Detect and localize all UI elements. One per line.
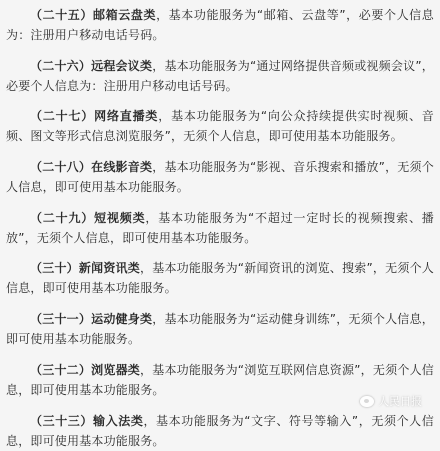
watermark	[360, 393, 422, 409]
clause-category: 邮箱云盘类	[93, 8, 157, 22]
clause-paragraph	[6, 208, 434, 248]
clause-text: ，基本功能服务为“运动健身训练”，无须个人信息，即可使用基本功能服务。	[6, 312, 434, 347]
clause-text: ，基本功能服务为“通过网络提供音频或视频会议”，必要个人信息为：注册用户移动电话号码。	[6, 58, 434, 93]
clause-text: ，基本功能服务为“不超过一定时长的视频搜索、播放”，无须个人信息，即可使用基本功能服务。	[6, 210, 434, 245]
clause-text: ，基本功能服务为“新闻资讯的浏览、搜索”，无须个人信息，即可使用基本功能服务。	[6, 261, 434, 296]
clause-paragraph	[6, 106, 434, 146]
weibo-logo-icon	[360, 396, 374, 407]
clause-category: 运动健身类	[91, 312, 153, 327]
clause-paragraph	[6, 411, 434, 451]
clause-text: ，基本功能服务为“文字、符号等输入”，无须个人信息，即可使用基本功能服务。	[6, 413, 434, 448]
clause-paragraph	[6, 5, 434, 45]
clause-number: （三十二）	[30, 362, 92, 377]
clause-paragraph	[6, 157, 434, 197]
clause-category: 远程会议类	[91, 58, 153, 73]
clause-category: 网络直播类	[94, 109, 159, 124]
clause-number: （二十七）	[30, 109, 95, 124]
clause-paragraph	[6, 56, 434, 96]
clause-category: 短视频类	[94, 210, 146, 225]
clause-number: （二十五）	[30, 8, 94, 22]
clause-text: ，基本功能服务为“浏览互联网信息资源”，无须个人信息，即可使用基本功能服务。	[6, 362, 434, 397]
clause-number: （二十八）	[30, 160, 92, 175]
clause-number: （二十九）	[30, 210, 95, 225]
clause-category: 浏览器类	[91, 362, 141, 377]
clause-category: 新闻资讯类	[78, 261, 141, 276]
clause-category: 输入法类	[93, 413, 144, 428]
clause-text: ，基本功能服务为“影视、音乐搜索和播放”，无须个人信息，即可使用基本功能服务。	[6, 160, 434, 195]
clause-text: ，基本功能服务为“邮箱、云盘等”，必要个人信息为：注册用户移动电话号码。	[6, 8, 434, 42]
clause-category: 在线影音类	[91, 160, 153, 175]
clause-paragraph	[6, 258, 434, 298]
clause-text: ，基本功能服务为“向公众持续提供实时视频、音频、图文等形式信息浏览服务”，无须个人信息，即可使用基本功能服务。	[6, 109, 434, 144]
watermark-text: 人民日报	[378, 395, 422, 408]
clause-number: （三十三）	[30, 413, 94, 428]
clause-paragraph	[6, 309, 434, 349]
clause-number: （三十一）	[30, 312, 92, 327]
clause-number: （三十）	[30, 261, 79, 276]
clause-number: （二十六）	[30, 58, 92, 73]
